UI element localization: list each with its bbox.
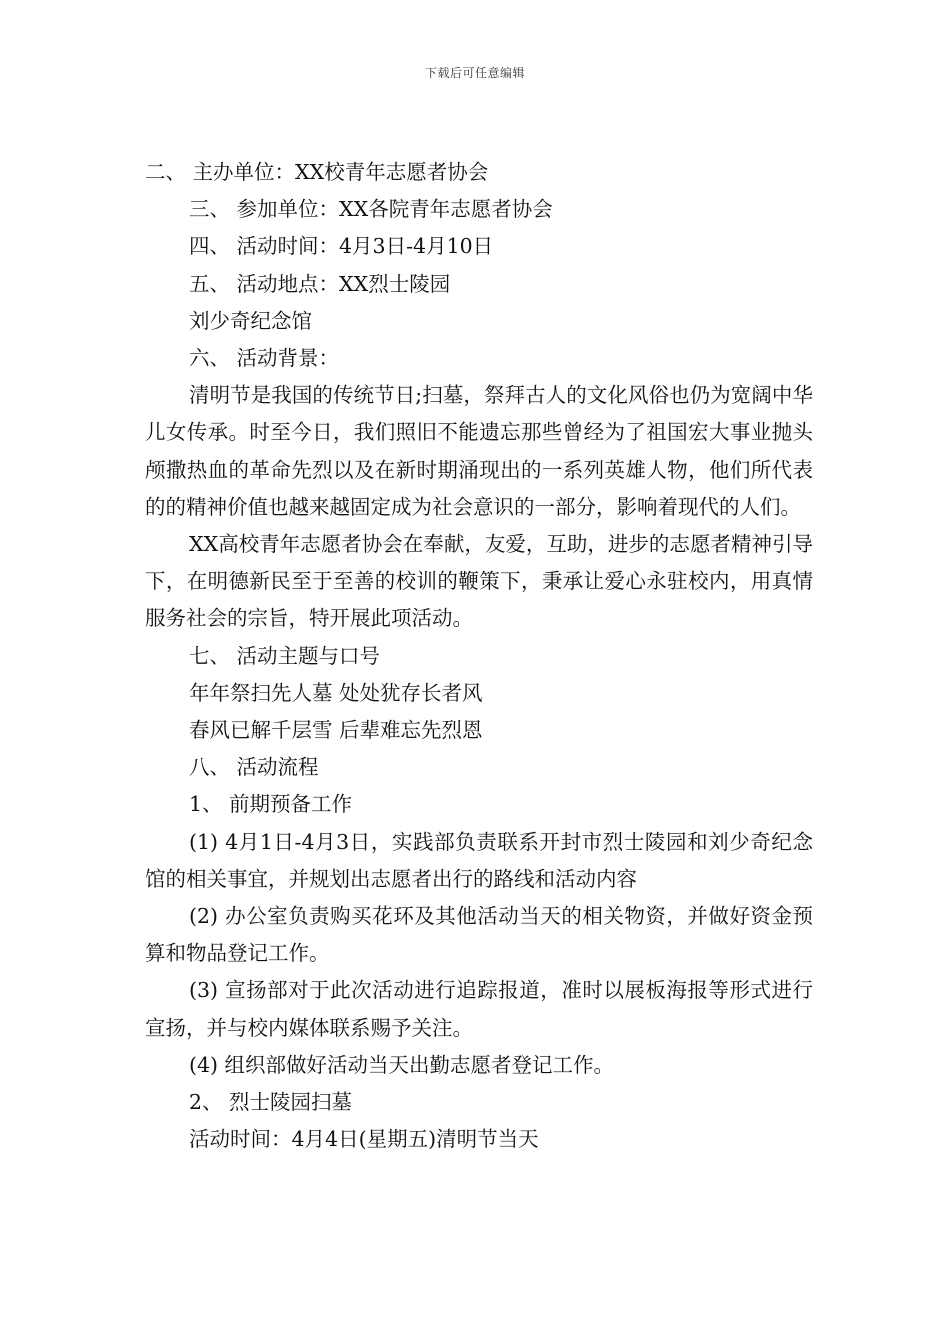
paragraph-tomb-sweeping-time: 活动时间：4月4日(星期五)清明节当天	[189, 1127, 539, 1152]
paragraph-slogan-line-1: 年年祭扫先人墓 处处犹存长者风	[189, 680, 483, 705]
paragraph-association-intro: XX高校青年志愿者协会在奉献，友爱，互助，进步的志愿者精神引导下，在明德新民至于至善的校训的鞭策下，秉承让爱心永驻校内，用真情服务社会的宗旨，特开展此项活动。	[145, 532, 813, 631]
paragraph-theme-heading: 七、 活动主题与口号	[189, 643, 381, 668]
paragraph-tomb-sweeping-heading: 2、 烈士陵园扫墓	[189, 1090, 353, 1115]
paragraph-memorial-hall: 刘少奇纪念馆	[189, 308, 312, 333]
paragraph-prep-item-1: (1) 4月1日-4月3日，实践部负责联系开封市烈士陵园和刘少奇纪念馆的相关事宜，并规划出志愿者出行的路线和活动内容	[145, 829, 813, 891]
paragraph-activity-time: 四、 活动时间：4月3日-4月10日	[189, 234, 494, 259]
paragraph-prep-item-4: (4) 组织部做好活动当天出勤志愿者登记工作。	[189, 1052, 615, 1077]
paragraph-background-body: 清明节是我国的传统节日;扫墓，祭拜古人的文化风俗也仍为宽阔中华儿女传承。时至今日，我们照旧不能遗忘那些曾经为了祖国宏大事业抛头颅撒热血的革命先烈以及在新时期涌现出的一系列英雄人物，他们所代表的的精神价值也越来越固定成为社会意识的一部分，影响着现代的人们。	[145, 383, 813, 519]
paragraph-prep-item-2: (2) 办公室负责购买花环及其他活动当天的相关物资，并做好资金预算和物品登记工作。	[145, 904, 813, 966]
header-note: 下载后可任意编辑	[424, 66, 525, 80]
paragraph-organizer: 二、 主办单位：XX校青年志愿者协会	[145, 160, 489, 184]
paragraph-slogan-line-2: 春风已解千层雪 后辈难忘先烈恩	[189, 718, 483, 743]
document-body	[145, 154, 813, 1158]
paragraph-preparation-heading: 1、 前期预备工作	[189, 792, 353, 817]
paragraph-participants: 三、 参加单位：XX各院青年志愿者协会	[189, 197, 553, 222]
paragraph-process-heading: 八、 活动流程	[189, 755, 319, 780]
paragraph-background-heading: 六、 活动背景：	[189, 346, 340, 371]
paragraph-prep-item-3: (3) 宣扬部对于此次活动进行追踪报道，准时以展板海报等形式进行宣扬，并与校内媒体联系赐予关注。	[145, 978, 813, 1040]
paragraph-activity-location: 五、 活动地点：XX烈士陵园	[189, 271, 451, 296]
